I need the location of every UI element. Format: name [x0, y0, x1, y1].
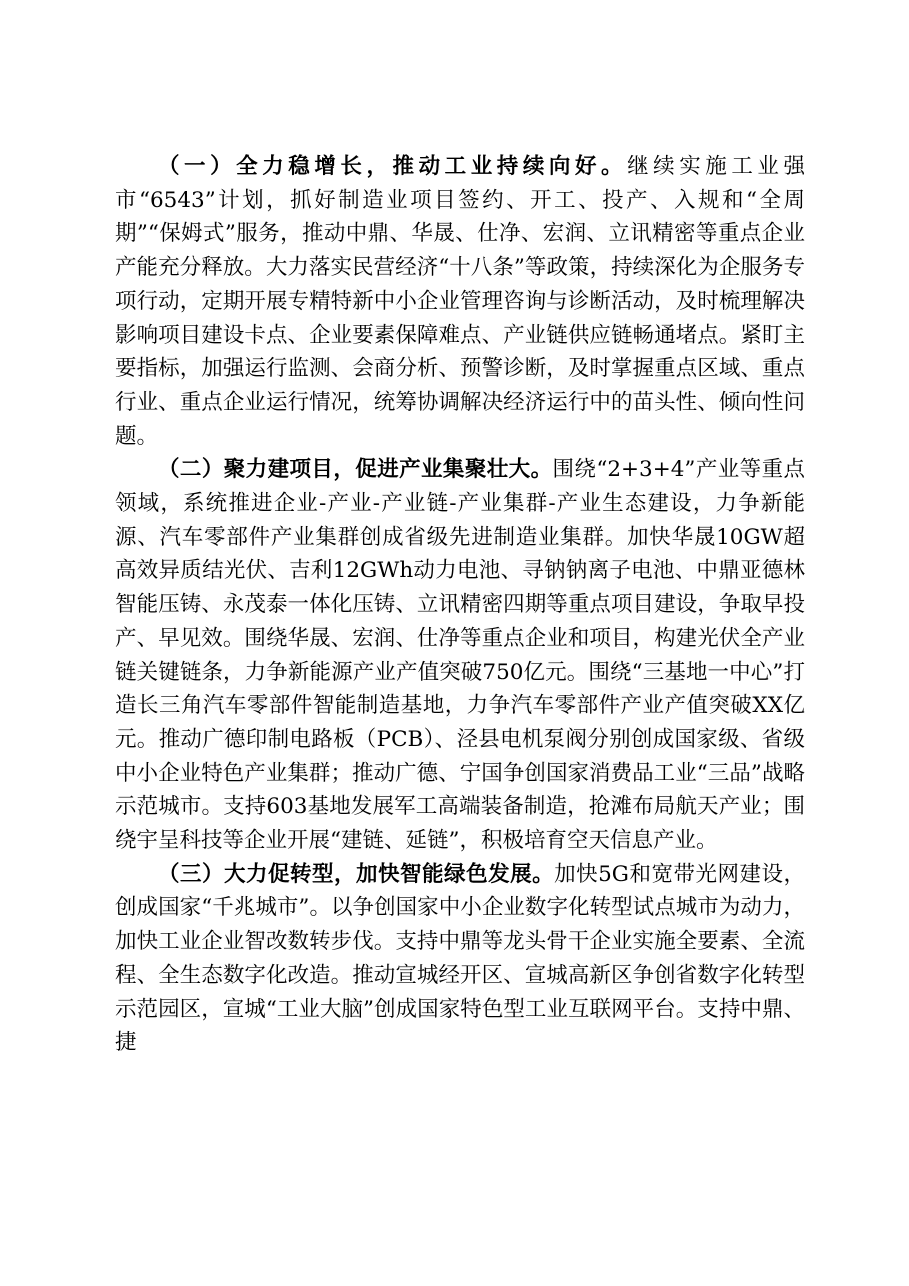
paragraph-2 — [115, 453, 805, 857]
paragraph-2-heading: （二）聚力建项目，促进产业集聚壮大。 — [158, 457, 553, 483]
paragraph-1-body: 继续实施工业强市“6543”计划，抓好制造业项目签约、开工、投产、入规和“全周期”“保姆式”服务，推动中鼎、华晟、仕净、宏润、立讯精密等重点企业产能充分释放。大力落实民营经济“十八条”等政策，持续深化为企服务专项行动，定期开展专精特新中小企业管理咨询与诊断活动，及时梳理解决影响项目建设卡点、企业要素保障难点、产业链供应链畅通堵点。紧盯主要指标，加强运行监测、会商分析、预警诊断，及时掌握重点区域、重点行业、重点企业运行情况，统筹协调解决经济运行中的苗头性、倾向性问题。 — [115, 154, 805, 449]
paragraph-1 — [115, 150, 805, 453]
document-body — [115, 150, 805, 1060]
paragraph-1-heading: （一）全力稳增长，推动工业持续向好。 — [158, 154, 628, 179]
paragraph-3 — [115, 858, 805, 1060]
paragraph-3-heading: （三）大力促转型，加快智能绿色发展。 — [158, 861, 555, 887]
paragraph-2-body: 围绕“2+3+4”产业等重点领域，系统推进企业-产业-产业链-产业集群-产业生态建设，力争新能源、汽车零部件产业集群创成省级先进制造业集群。加快华晟10GW超高效异质结光伏、吉利12GWh动力电池、寻钠钠离子电池、中鼎亚德林智能压铸、永茂泰一体化压铸、立讯精密四期等重点项目建设，争取早投产、早见效。围绕华晟、宏润、仕净等重点企业和项目，构建光伏全产业链关键链条，力争新能源产业产值突破750亿元。围绕“三基地一中心”打造长三角汽车零部件智能制造基地，力争汽车零部件产业产值突破XX亿元。推动广德印制电路板（PCB）、泾县电机泵阀分别创成国家级、省级中小企业特色产业集群；推动广德、宁国争创国家消费品工业“三品”战略示范城市。支持603基地发展军工高端装备制造，抢滩布局航天产业；围绕宇呈科技等企业开展“建链、延链”，积极培育空天信息产业。 — [115, 457, 805, 854]
paragraph-3-body: 加快5G和宽带光网建设，创成国家“千兆城市”。以争创国家中小企业数字化转型试点城市为动力，加快工业企业智改数转步伐。支持中鼎等龙头骨干企业实施全要素、全流程、全生态数字化改造。推动宣城经开区、宣城高新区争创省数字化转型示范园区，宣城“工业大脑”创成国家特色型工业互联网平台。支持中鼎、捷 — [115, 861, 805, 1056]
